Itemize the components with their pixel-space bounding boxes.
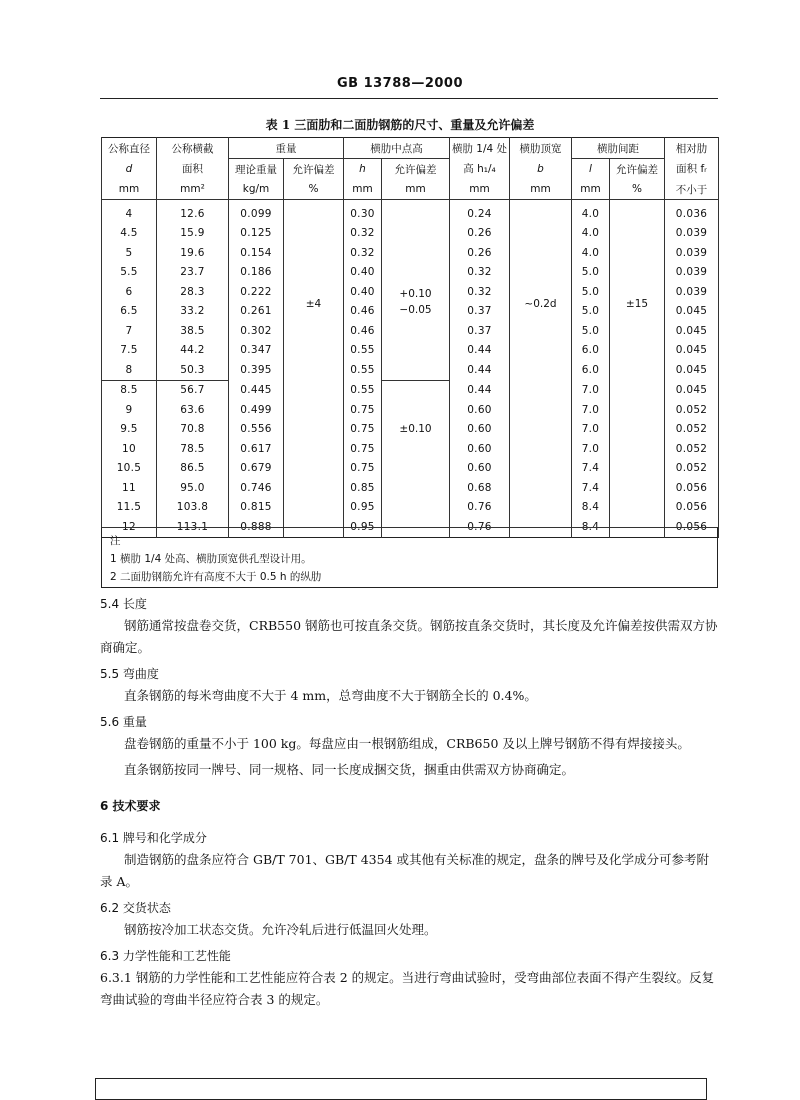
- cell-diameter: 4: [102, 200, 157, 224]
- cell-theory-weight: 0.556: [229, 420, 284, 440]
- col-top-width-h2: b: [510, 159, 572, 180]
- cell-rel-area: 0.036: [665, 200, 719, 224]
- cell-area: 19.6: [157, 243, 229, 263]
- col-diameter-h2: d: [102, 159, 157, 180]
- cell-rel-area: 0.056: [665, 498, 719, 518]
- section-5-6-title: 5.6 重量: [100, 715, 147, 729]
- cell-spacing: 4.0: [572, 243, 610, 263]
- cell-rel-area: 0.039: [665, 282, 719, 302]
- cell-area: 70.8: [157, 420, 229, 440]
- cell-theory-weight: 0.186: [229, 263, 284, 283]
- tol-lower: −0.05: [399, 304, 432, 316]
- cell-diameter: 10.5: [102, 459, 157, 479]
- cell-quarter-height: 0.32: [450, 282, 510, 302]
- cell-diameter: 9.5: [102, 420, 157, 440]
- cell-rib-height: 0.75: [344, 439, 382, 459]
- col-quarter-h1: 横肋 1/4 处: [450, 138, 510, 159]
- cell-theory-weight: 0.154: [229, 243, 284, 263]
- cell-diameter: 6.5: [102, 302, 157, 322]
- section-5-6-paragraph-2: 直条钢筋按同一牌号、同一规格、同一长度成捆交货，捆重由供需双方协商确定。: [124, 762, 575, 777]
- note-1: 1 横肋 1/4 处高、横肋顶宽供孔型设计用。: [110, 553, 312, 565]
- cell-rib-height: 0.32: [344, 224, 382, 244]
- col-quarter-unit: mm: [450, 179, 510, 200]
- cell-rel-area: 0.045: [665, 321, 719, 341]
- col-area-unit: mm²: [157, 179, 229, 200]
- cell-rel-area: 0.045: [665, 341, 719, 361]
- section-6-1-title: 6.1 牌号和化学成分: [100, 831, 207, 845]
- cell-theory-weight: 0.125: [229, 224, 284, 244]
- cell-area: 23.7: [157, 263, 229, 283]
- col-rib-height-group: 横肋中点高: [344, 138, 450, 159]
- note-2: 2 二面肋钢筋允许有高度不大于 0.5 h 的纵肋: [110, 571, 322, 583]
- cell-theory-weight: 0.617: [229, 439, 284, 459]
- cell-rel-area: 0.056: [665, 517, 719, 537]
- cell-top-width: ~0.2d: [510, 200, 572, 538]
- section-6-2-title: 6.2 交货状态: [100, 901, 171, 915]
- cell-quarter-height: 0.44: [450, 380, 510, 400]
- cell-rel-area: 0.039: [665, 224, 719, 244]
- cell-diameter: 8: [102, 360, 157, 380]
- cell-rib-height: 0.55: [344, 360, 382, 380]
- cell-rib-height: 0.46: [344, 302, 382, 322]
- cell-theory-weight: 0.746: [229, 478, 284, 498]
- cell-quarter-height: 0.60: [450, 400, 510, 420]
- cell-theory-weight: 0.815: [229, 498, 284, 518]
- cell-area: 86.5: [157, 459, 229, 479]
- cell-diameter: 9: [102, 400, 157, 420]
- cell-diameter: 6: [102, 282, 157, 302]
- col-diameter-unit: mm: [102, 179, 157, 200]
- col-spacing-tol-unit: %: [610, 179, 665, 200]
- cell-spacing: 6.0: [572, 360, 610, 380]
- cell-quarter-height: 0.26: [450, 224, 510, 244]
- cell-diameter: 7.5: [102, 341, 157, 361]
- section-6-3-title: 6.3 力学性能和工艺性能: [100, 949, 231, 963]
- cell-rib-height: 0.46: [344, 321, 382, 341]
- cell-rel-area: 0.039: [665, 263, 719, 283]
- cell-diameter: 11: [102, 478, 157, 498]
- cell-spacing: 8.4: [572, 498, 610, 518]
- cell-spacing: 7.0: [572, 380, 610, 400]
- section-5-5-title: 5.5 弯曲度: [100, 667, 159, 681]
- cell-diameter: 4.5: [102, 224, 157, 244]
- section-5-4-paragraph: 钢筋通常按盘卷交货，CRB550 钢筋也可按直条交货。钢筋按直条交货时，其长度及允许偏差按供需双方协商确定。: [100, 618, 718, 655]
- col-theory-weight-unit: kg/m: [229, 179, 284, 200]
- cell-quarter-height: 0.76: [450, 517, 510, 537]
- col-quarter-h2: 高 h₁/₄: [450, 159, 510, 180]
- cell-spacing: 5.0: [572, 321, 610, 341]
- cell-quarter-height: 0.76: [450, 498, 510, 518]
- cell-theory-weight: 0.099: [229, 200, 284, 224]
- spec-table: [101, 137, 719, 538]
- table-caption: 表 1 三面肋和二面肋钢筋的尺寸、重量及允许偏差: [265, 118, 535, 132]
- col-top-width-h1: 横肋顶宽: [510, 138, 572, 159]
- table-header: [102, 138, 719, 200]
- cell-spacing: 7.4: [572, 478, 610, 498]
- cell-rel-area: 0.052: [665, 439, 719, 459]
- section-5-5-paragraph: 直条钢筋的每米弯曲度不大于 4 mm，总弯曲度不大于钢筋全长的 0.4%。: [124, 688, 537, 703]
- cell-quarter-height: 0.37: [450, 321, 510, 341]
- cell-spacing: 5.0: [572, 263, 610, 283]
- cell-theory-weight: 0.679: [229, 459, 284, 479]
- cell-spacing: 6.0: [572, 341, 610, 361]
- cell-rib-height: 0.32: [344, 243, 382, 263]
- col-area-h1: 公称横截: [157, 138, 229, 159]
- cell-quarter-height: 0.60: [450, 420, 510, 440]
- cell-spacing: 4.0: [572, 200, 610, 224]
- cell-quarter-height: 0.60: [450, 439, 510, 459]
- notes-title: 注: [110, 535, 121, 547]
- col-theory-weight: 理论重量: [229, 159, 284, 180]
- col-h-tol-unit: mm: [382, 179, 450, 200]
- col-spacing-tol: 允许偏差: [610, 159, 665, 180]
- cell-spacing: 5.0: [572, 302, 610, 322]
- section-6-1-paragraph: 制造钢筋的盘条应符合 GB/T 701、GB/T 4354 或其他有关标准的规定，盘条的牌号及化学成分可参考附录 A。: [100, 852, 710, 889]
- cell-area: 113.1: [157, 517, 229, 537]
- cell-area: 15.9: [157, 224, 229, 244]
- cell-quarter-height: 0.26: [450, 243, 510, 263]
- cell-spacing: 7.0: [572, 400, 610, 420]
- col-top-width-unit: mm: [510, 179, 572, 200]
- bottom-frame: [95, 1078, 707, 1100]
- cell-area: 63.6: [157, 400, 229, 420]
- cell-diameter: 7: [102, 321, 157, 341]
- cell-theory-weight: 0.395: [229, 360, 284, 380]
- cell-diameter: 11.5: [102, 498, 157, 518]
- cell-spacing: 8.4: [572, 517, 610, 537]
- cell-rel-area: 0.052: [665, 400, 719, 420]
- cell-rib-height: 0.75: [344, 400, 382, 420]
- cell-theory-weight: 0.445: [229, 380, 284, 400]
- cell-rib-height: 0.40: [344, 282, 382, 302]
- col-weight-tol: 允许偏差: [284, 159, 344, 180]
- cell-quarter-height: 0.24: [450, 200, 510, 224]
- col-rel-area-h1: 相对肋: [665, 138, 719, 159]
- tol-upper: +0.10: [399, 288, 432, 300]
- cell-rel-area: 0.052: [665, 420, 719, 440]
- cell-rib-height: 0.95: [344, 517, 382, 537]
- cell-rib-height: 0.85: [344, 478, 382, 498]
- cell-rel-area: 0.052: [665, 459, 719, 479]
- cell-rel-area: 0.056: [665, 478, 719, 498]
- cell-spacing: 7.4: [572, 459, 610, 479]
- section-6-3-1-paragraph: 6.3.1 钢筋的力学性能和工艺性能应符合表 2 的规定。当进行弯曲试验时，受弯曲部位表面不得产生裂纹。反复弯曲试验的弯曲半径应符合表 3 的规定。: [100, 970, 715, 1007]
- cell-area: 103.8: [157, 498, 229, 518]
- cell-quarter-height: 0.37: [450, 302, 510, 322]
- col-weight-tol-unit: %: [284, 179, 344, 200]
- cell-diameter: 5: [102, 243, 157, 263]
- cell-spacing: 4.0: [572, 224, 610, 244]
- cell-area: 33.2: [157, 302, 229, 322]
- col-h-symbol: h: [344, 159, 382, 180]
- cell-theory-weight: 0.261: [229, 302, 284, 322]
- cell-area: 78.5: [157, 439, 229, 459]
- cell-weight-tolerance: ±4: [284, 200, 344, 538]
- cell-quarter-height: 0.60: [450, 459, 510, 479]
- cell-quarter-height: 0.68: [450, 478, 510, 498]
- cell-rib-height: 0.30: [344, 200, 382, 224]
- section-6-2-paragraph: 钢筋按冷加工状态交货。允许冷轧后进行低温回火处理。: [124, 922, 437, 937]
- cell-spacing: 7.0: [572, 420, 610, 440]
- col-diameter-h1: 公称直径: [102, 138, 157, 159]
- table-row: [102, 200, 719, 224]
- cell-diameter: 12: [102, 517, 157, 537]
- cell-quarter-height: 0.44: [450, 360, 510, 380]
- cell-theory-weight: 0.888: [229, 517, 284, 537]
- cell-area: 56.7: [157, 380, 229, 400]
- cell-diameter: 5.5: [102, 263, 157, 283]
- cell-rel-area: 0.045: [665, 302, 719, 322]
- col-area-h2: 面积: [157, 159, 229, 180]
- col-spacing-unit: mm: [572, 179, 610, 200]
- cell-rib-height: 0.75: [344, 459, 382, 479]
- cell-spacing-tolerance: ±15: [610, 200, 665, 538]
- cell-diameter: 10: [102, 439, 157, 459]
- body-content: [100, 593, 720, 1011]
- col-h-unit: mm: [344, 179, 382, 200]
- header-rule: [100, 98, 718, 99]
- cell-rel-area: 0.045: [665, 360, 719, 380]
- cell-theory-weight: 0.222: [229, 282, 284, 302]
- col-rel-area-h2: 面积 fᵣ: [665, 159, 719, 180]
- cell-rib-height-tolerance-a: [382, 200, 450, 381]
- cell-spacing: 7.0: [572, 439, 610, 459]
- cell-rib-height: 0.95: [344, 498, 382, 518]
- cell-rel-area: 0.039: [665, 243, 719, 263]
- cell-quarter-height: 0.44: [450, 341, 510, 361]
- cell-theory-weight: 0.499: [229, 400, 284, 420]
- col-spacing-group: 横肋间距: [572, 138, 665, 159]
- cell-area: 28.3: [157, 282, 229, 302]
- cell-rel-area: 0.045: [665, 380, 719, 400]
- table-body: [102, 200, 719, 538]
- cell-rib-height: 0.55: [344, 341, 382, 361]
- col-weight-group: 重量: [229, 138, 344, 159]
- cell-area: 95.0: [157, 478, 229, 498]
- cell-theory-weight: 0.302: [229, 321, 284, 341]
- cell-area: 12.6: [157, 200, 229, 224]
- cell-quarter-height: 0.32: [450, 263, 510, 283]
- cell-rib-height: 0.75: [344, 420, 382, 440]
- cell-rib-height: 0.55: [344, 380, 382, 400]
- col-h-tol: 允许偏差: [382, 159, 450, 180]
- section-6-title: 6 技术要求: [100, 799, 161, 813]
- cell-area: 38.5: [157, 321, 229, 341]
- cell-area: 44.2: [157, 341, 229, 361]
- section-5-6-paragraph-1: 盘卷钢筋的重量不小于 100 kg。每盘应由一根钢筋组成，CRB650 及以上牌号钢筋不得有焊接接头。: [124, 736, 690, 751]
- col-rel-area-h3: 不小于: [665, 179, 719, 200]
- section-5-4-title: 5.4 长度: [100, 597, 147, 611]
- cell-rib-height: 0.40: [344, 263, 382, 283]
- col-spacing-symbol: l: [572, 159, 610, 180]
- cell-area: 50.3: [157, 360, 229, 380]
- cell-diameter: 8.5: [102, 380, 157, 400]
- standard-code-header: GB 13788—2000: [336, 76, 463, 91]
- cell-spacing: 5.0: [572, 282, 610, 302]
- cell-rib-height-tolerance-b: ±0.10: [382, 380, 450, 537]
- table-notes: [101, 527, 718, 588]
- cell-theory-weight: 0.347: [229, 341, 284, 361]
